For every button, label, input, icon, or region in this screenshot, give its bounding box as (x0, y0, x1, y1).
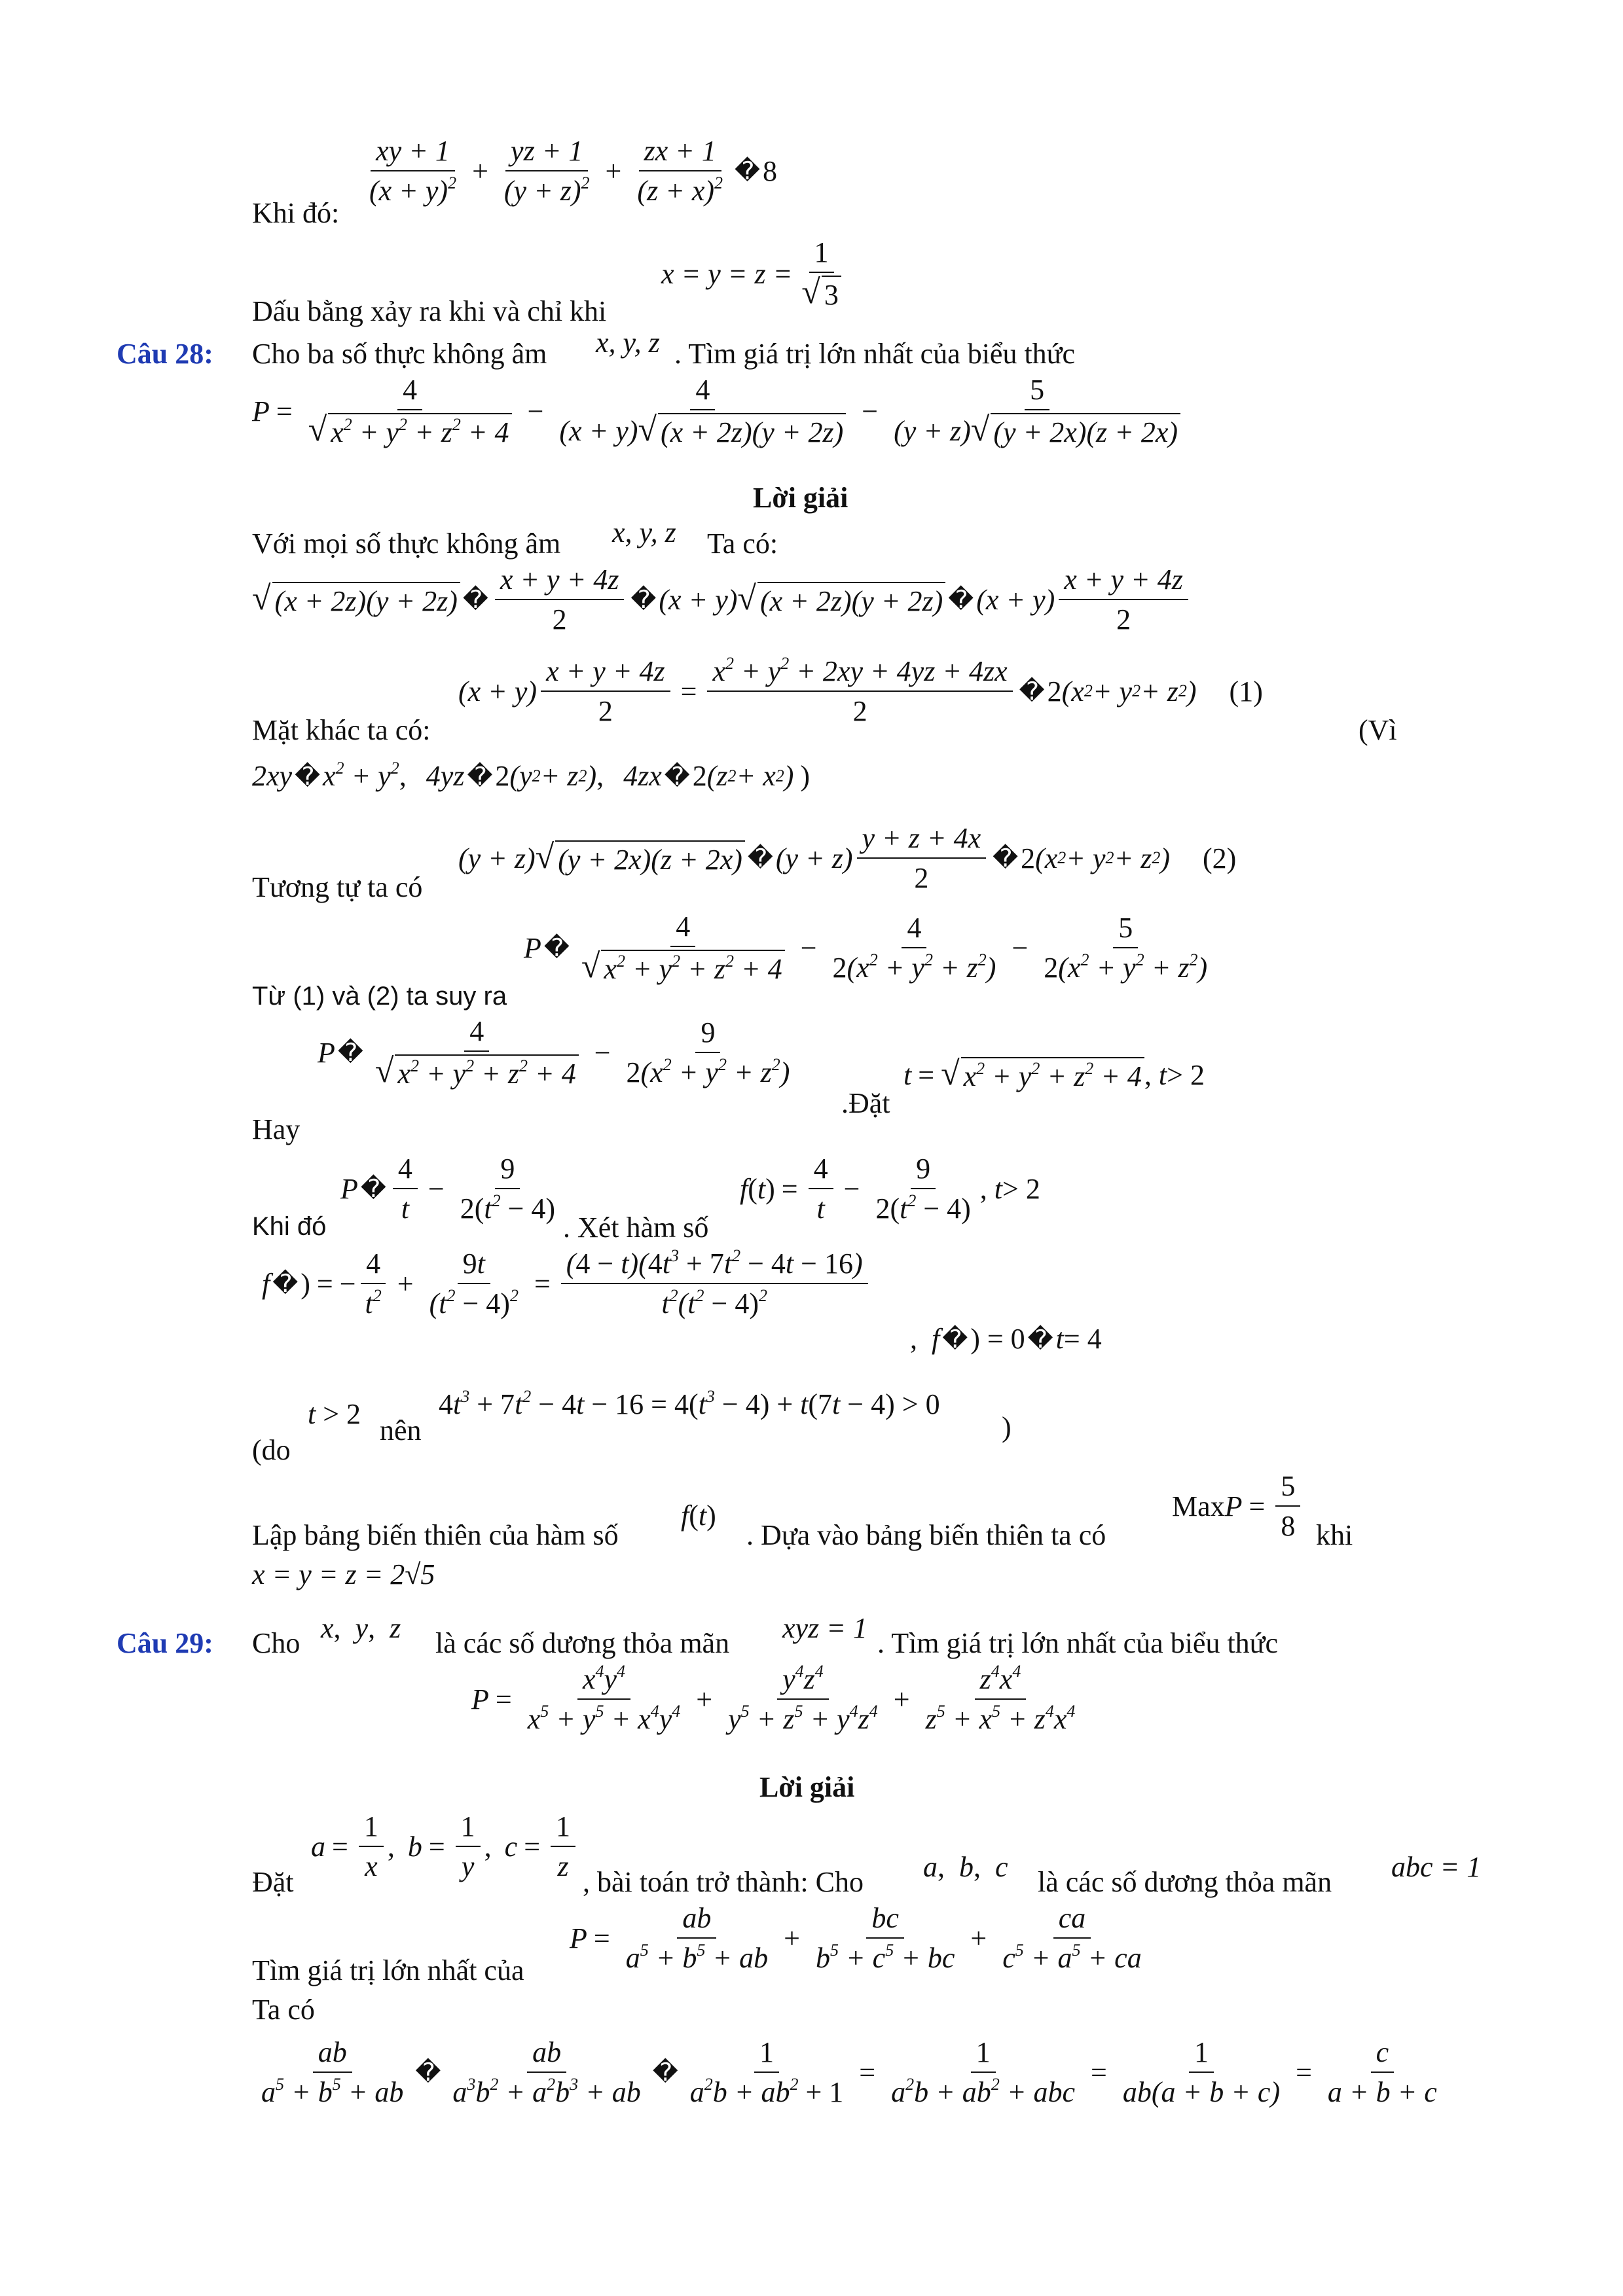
abc-substitution: a = $\frac{1}{x}$ , b = $\frac{1}{y}$ , c = $\frac{1}{z}$ (311, 1810, 579, 1883)
mat-khac-expression: (x + y) $\frac{x + y + 4z}{2}$ = $\frac{x^2 + y^2 + 2xy + 4yz + 4zx}{2}$ � 2 (x 2 + y 2 + z 2 ) (1) (458, 654, 1263, 727)
t-substitution: t = √ $x^2 + y^2 + z^2 + 4$ , t > 2 (903, 1055, 1205, 1092)
question-28-text-a: Cho ba số thực không âm (252, 338, 547, 370)
lap-bang-text: Lập bảng biến thiên của hàm số (252, 1519, 619, 1551)
dau-bang-text: Dấu bằng xảy ra khi và chỉ khi (252, 295, 607, 327)
question-29-text-c: . Tìm giá trị lớn nhất của biểu thức (877, 1627, 1279, 1659)
do-close-paren: ) (1002, 1411, 1012, 1443)
dat-1-text: .Đặt (841, 1087, 890, 1119)
tuong-tu-expression: (y + z) √ (y + 2x)(z + 2x) � (y + z) $\frac{y + z + 4x}{2}$ � 2 (x 2 + y 2 + z 2 ) (2) (458, 822, 1237, 894)
question-29-label: Câu 29: (117, 1627, 213, 1659)
mat-khac-text: Mặt khác ta có: (252, 714, 431, 746)
abc-text: là các số dương thỏa mãn (1038, 1866, 1332, 1898)
p-in-t: P � $\frac{4}{t}$ − $\frac{9}{2(t^2 - 4)}$ (340, 1153, 556, 1225)
vi-inequalities: 2xy � $x^2 + y^2$ , 4yz � 2 (y 2 + z 2 ) , 4zx � 2 (z 2 + x 2 ) ) (252, 759, 811, 792)
t-greater-2: t > 2 (308, 1398, 361, 1430)
p-expression-q29: P = $\frac{x^4y^4}{x^5 + y^5 + x^4y^4}$ + $\frac{y^4z^4}{y^5 + z^5 + y^4z^4}$ + $\frac{z^4x^4}{z^5 + x^5 + z^4x^4}$ (471, 1662, 1076, 1735)
tim-gtln-text: Tìm giá trị lớn nhất của (252, 1954, 524, 1986)
f-t-symbol: f(t) (681, 1499, 716, 1532)
equality-condition: x = y = z = 1 √ 3 (661, 236, 850, 312)
abc-condition: abc = 1 (1391, 1851, 1482, 1883)
ta-co-2-text: Ta có (252, 1994, 315, 2026)
question-29-condition: xyz = 1 (782, 1612, 867, 1644)
max-p: Max P = $\frac{5}{8}$ (1172, 1469, 1304, 1543)
ta-co-1: Ta có: (707, 528, 778, 560)
combined-inequality: P � 4 √ $x^2 + y^2 + z^2 + 4$ − $\frac{4}{2(x^2 + y^2 + z^2)}$ − $\frac{5}{2(x^2 + y^2 + z^2)}$ (524, 910, 1208, 985)
khi-do-2-text: Khi đó (252, 1212, 327, 1241)
khi-do-text: Khi đó: (252, 197, 340, 229)
vi-text: (Vì (1359, 714, 1397, 746)
question-29-text-b: là các số dương thỏa mãn (435, 1627, 730, 1659)
solution-heading-1: Lời giải (753, 482, 848, 514)
xet-ham-so-text: . Xét hàm số (563, 1211, 709, 1244)
final-equality: x = y = z = 2√5 (252, 1558, 435, 1590)
question-28-vars: x, y, z (596, 327, 660, 359)
nen-text: nên (380, 1414, 422, 1446)
f-derivative: f � ) = − $\frac{4}{t^2}$ + $\frac{9t}{(t^2 - 4)^2}$ = $\frac{(4 - t)(4t^3 + 7t^2 - 4t - 16)}{t^2(t^2 - 4)^2}$ (262, 1247, 872, 1320)
p-abc-expression: P = $\frac{ab}{a^5 + b^5 + ab}$ + $\frac{bc}{b^5 + c^5 + bc}$ + $\frac{ca}{c^5 + a^5 + ca}$ (570, 1902, 1142, 1974)
abc-vars: a, b, c (923, 1851, 1008, 1883)
do-text: (do (252, 1434, 291, 1466)
dat-2-text: Đặt (252, 1866, 294, 1898)
solution-heading-2: Lời giải (759, 1771, 855, 1803)
p-expression-q28: P = 4 √ $x^2 + y^2 + z^2 + 4$ − 4 (x + y) √ (x + 2z)(y + 2z) − 5 (y + z) √ (y + 2x)(z + 2x) (252, 373, 1190, 449)
final-chain-inequality: $\frac{ab}{a^5 + b^5 + ab}$ � $\frac{ab}{a^3b^2 + a^2b^3 + ab}$ � $\frac{1}{a^2b + ab^2 + 1}$ = $\frac{1}{a^2b + ab^2 + abc}$ = $\frac{1}{ab(a + b + c)}$ = $\frac{c}{a + b + c}$ (261, 2036, 1437, 2108)
tuong-tu-text: Tương tự ta có (252, 871, 423, 903)
question-28-text-b: . Tìm giá trị lớn nhất của biểu thức (674, 338, 1076, 370)
tu-1-2-text: Từ (1) và (2) ta suy ra (252, 982, 507, 1011)
question-29-cho: Cho (252, 1627, 301, 1659)
khi-1-text: khi (1316, 1519, 1353, 1551)
bai-toan-text: , bài toán trở thành: Cho (583, 1866, 864, 1898)
voi-moi-text: Với mọi số thực không âm (252, 528, 561, 560)
f-definition: f ( t ) = $\frac{4}{t}$ − $\frac{9}{2(t^2 - 4)}$ , t > 2 (740, 1153, 1040, 1225)
am-gm-inequality: √ (x + 2z)(y + 2z) � $\frac{x + y + 4z}{2}$ � (x + y) √ (x + 2z)(y + 2z) � (x + y) $\frac{x + y + 4z}{2}$ (252, 563, 1192, 636)
question-29-vars: x, y, z (321, 1612, 401, 1644)
question-28-label: Câu 28: (117, 338, 213, 370)
f-derivative-zero: , f � ) = 0 � t = 4 (910, 1323, 1102, 1355)
voi-moi-vars: x, y, z (612, 516, 676, 548)
positivity-check: $4t^3 + 7t^2 - 4t - 16 = 4(t^3 - 4) + t(7t - 4) > 0$ (439, 1387, 940, 1420)
inequality-sum-fractions: $\frac{xy + 1}{(x + y)^2}$ + $\frac{yz + 1}{(y + z)^2}$ + $\frac{zx + 1}{(z + x)^2}$ � 8 (369, 135, 777, 207)
hay-text: Hay (252, 1113, 301, 1145)
hay-inequality: P � 4 √ $x^2 + y^2 + z^2 + 4$ − $\frac{9}{2(x^2 + y^2 + z^2)}$ (318, 1015, 790, 1090)
dua-vao-text: . Dựa vào bảng biến thiên ta có (746, 1519, 1106, 1551)
